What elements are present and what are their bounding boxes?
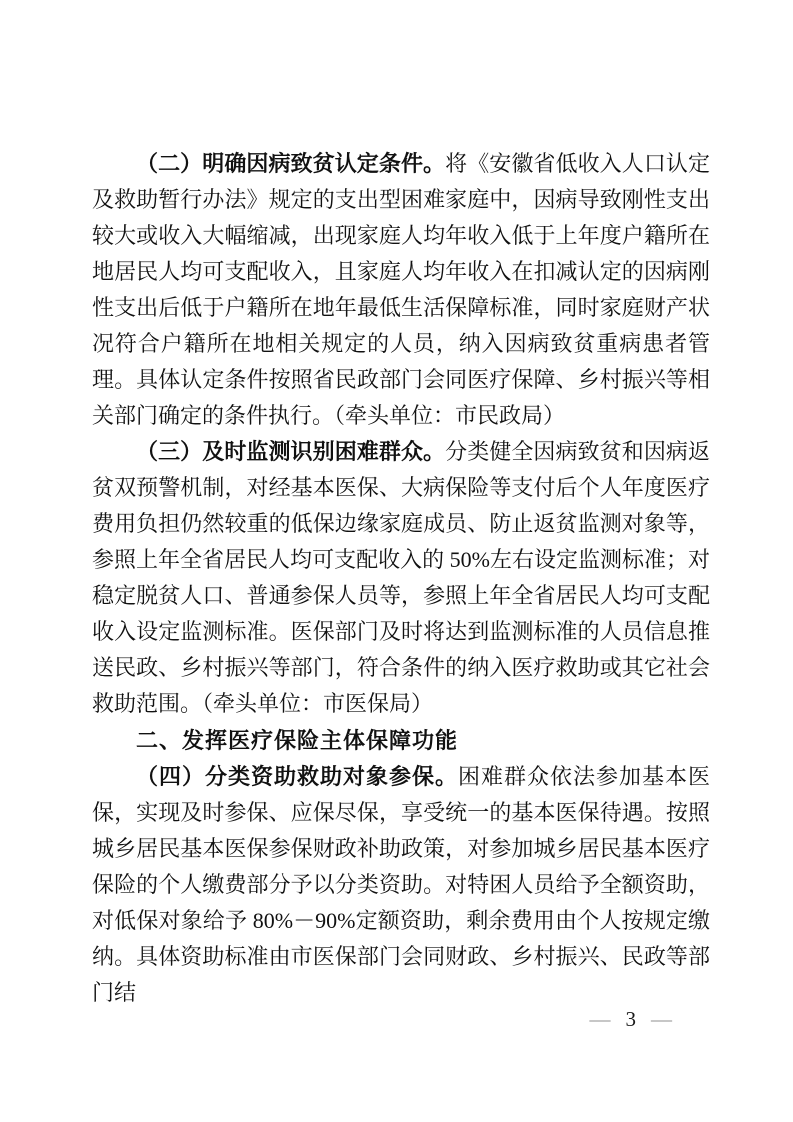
clause-2-body: 将《安徽省低收入人口认定及救助暂行办法》规定的支出型困难家庭中，因病导致刚性支出较大或收入大幅缩减，出现家庭人均年收入低于上年度户籍所在地居民人均可支配收入，且家庭人均年收入在扣减认定的因病刚性支出后低于户籍所在地年最低生活保障标准，同时家庭财产状况符合户籍所在地相关规定的人员，纳入因病致贫重病患者管理。具体认定条件按照省民政部门会同医疗保障、乡村振兴等相关部门确定的条件执行。（牵头单位：市民政局） — [92, 151, 710, 428]
clause-4-body: 困难群众依法参加基本医保，实现及时参保、应保尽保，享受统一的基本医保待遇。按照城乡居民基本医保参保财政补助政策，对参加城乡居民基本医疗保险的个人缴费部分予以分类资助。对特困人员给予全额资助，对低保对象给予 80%－90%定额资助，剩余费用由个人按规定缴纳。具体资助标准由市医保部门会同财政、乡村振兴、民政等部门结 — [92, 764, 710, 1005]
footer-left-dash: — — [589, 1007, 611, 1031]
document-content — [92, 146, 710, 1011]
footer-right-dash: — — [651, 1007, 672, 1031]
clause-2-paragraph — [92, 146, 710, 434]
clause-3-paragraph — [92, 434, 710, 722]
clause-4-heading: （四）分类资助救助对象参保。 — [136, 764, 458, 789]
clause-3-body: 分类健全因病致贫和因病返贫双预警机制，对经基本医保、大病保险等支付后个人年度医疗费用负担仍然较重的低保边缘家庭成员、防止返贫监测对象等，参照上年全省居民人均可支配收入的 50%左右设定监测标准；对稳定脱贫人口、普通参保人员等，参照上年全省居民人均可支配收入设定监测标准。医保部门及时将达到监测标准的人员信息推送民政、乡村振兴等部门，符合条件的纳入医疗救助或其它社会救助范围。（牵头单位：市医保局） — [92, 439, 710, 716]
clause-3-heading: （三）及时监测识别困难群众。 — [136, 439, 446, 464]
page-number: 3 — [625, 1007, 636, 1031]
section-2-heading: 二、发挥医疗保险主体保障功能 — [136, 728, 459, 753]
clause-2-heading: （二）明确因病致贫认定条件。 — [136, 151, 446, 176]
clause-4-paragraph — [92, 759, 710, 1011]
page-footer — [590, 1004, 673, 1034]
